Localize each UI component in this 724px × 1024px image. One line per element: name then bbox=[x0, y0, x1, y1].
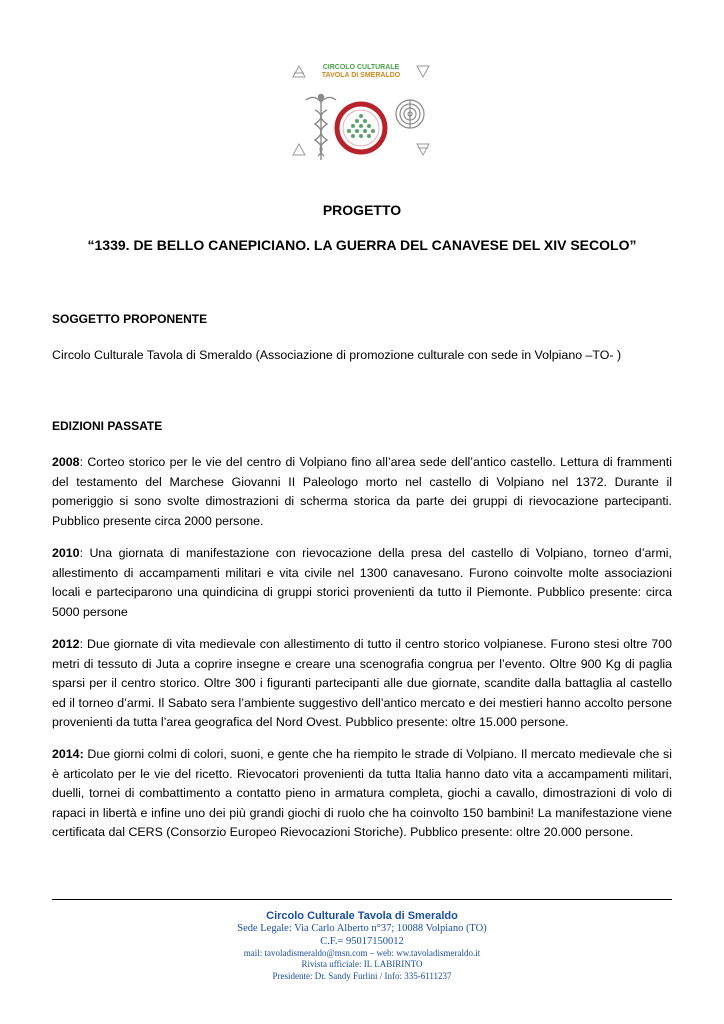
edition-year: 2012 bbox=[52, 637, 80, 651]
edition-text: : Due giornate di vita medievale con allestimento di tutto il centro storico volpianese. Furono stesi oltre 700 metri di tessuto di Juta a coprire insegne e creare una scenografia congrua per l’evento. Oltre 900 Kg di paglia sparsi per il centro storico. Oltre 300 i figuranti partecipanti alle due giornate, scandite dalla battaglia al castello ed il torneo d’armi. Il Sabato sera l’ambiente suggestivo dell’antico mercato e dei mestieri hanno accolto persone provenienti da tutta l’area geografica del Nord Ovest. Pubblico presente: oltre 15.000 persone. bbox=[52, 637, 672, 730]
edition-year: 2014: bbox=[52, 747, 84, 761]
association-logo bbox=[284, 56, 438, 168]
edition-year: 2010 bbox=[52, 546, 80, 560]
edition-paragraph-2008 bbox=[52, 453, 672, 531]
edition-paragraph-2014 bbox=[52, 745, 672, 843]
past-editions-heading: EDIZIONI PASSATE bbox=[52, 419, 163, 433]
edition-paragraph-2012 bbox=[52, 635, 672, 733]
logo-emblem bbox=[284, 56, 438, 168]
proponent-heading: SOGGETTO PROPONENTE bbox=[52, 312, 208, 326]
ouroboros-icon bbox=[337, 104, 385, 152]
footer-president: Presidente: Dr. Sandy Furlini / Info: 335-6111237 bbox=[272, 970, 452, 981]
project-label: PROGETTO bbox=[322, 202, 402, 218]
proponent-text: Circolo Culturale Tavola di Smeraldo (Associazione di promozione culturale con sede in Volpiano –TO- ) bbox=[52, 348, 622, 362]
edition-text: Due giorni colmi di colori, suoni, e gente che ha riempito le strade di Volpiano. Il mercato medievale che si è articolato per le vie del ricetto. Rievocatori provenienti da tutta Italia hanno dato vita a accampamenti militari, duelli, tornei di combattimento a contatto pieno in armatura completa, giochi a cavallo, dimostrazioni di volo di rapaci in libertà e infine uno dei più grandi giochi di ruolo che ha coinvolto 150 bambini! La manifestazione viene certificata dal CERS (Consorzio Europeo Rievocazioni Storiche). Pubblico presente: oltre 20.000 persone. bbox=[52, 747, 672, 840]
footer-contacts: mail: tavoladismeraldo@msn.com – web: ww.tavoladismeraldo.it bbox=[243, 948, 481, 959]
footer-org-name: Circolo Culturale Tavola di Smeraldo bbox=[266, 910, 458, 922]
edition-paragraph-2010 bbox=[52, 544, 672, 622]
footer-magazine: Rivista ufficiale: IL LABIRINTO bbox=[301, 959, 423, 970]
footer-fiscal-code: C.F.= 95017150012 bbox=[320, 935, 404, 947]
logo-line-1: CIRCOLO CULTURALE bbox=[322, 64, 400, 71]
logo-line-2: TAVOLA DI SMERALDO bbox=[321, 72, 401, 79]
project-title: “1339. DE BELLO CANEPICIANO. LA GUERRA DEL CANAVESE DEL XIV SECOLO” bbox=[87, 237, 637, 253]
footer-divider bbox=[52, 899, 672, 900]
footer-address: Sede Legale: Via Carlo Alberto n°37; 10088 Volpiano (TO) bbox=[237, 923, 487, 934]
edition-year: 2008 bbox=[52, 455, 80, 469]
caduceus-icon bbox=[306, 95, 336, 161]
edition-text: : Corteo storico per le vie del centro di Volpiano fino all’area sede dell’antico castello. Lettura di frammenti del testamento del Marchese Giovanni II Paleologo morto nel castello di Volpiano nel 1372. Durante il pomeriggio si sono svolte dimostrazioni di scherma storica da parte dei gruppi di rievocazione partecipanti. Pubblico presente circa 2000 persone. bbox=[52, 455, 672, 528]
footer bbox=[0, 909, 724, 982]
edition-text: : Una giornata di manifestazione con rievocazione della presa del castello di Volpiano, torneo d’armi, allestimento di accampamenti militari e vita civile nel 1300 canavesano. Furono coinvolte molte associazioni locali e parteciparono una quindicina di gruppi storici provenienti da tutto il Piemonte. Pubblico presente: circa 5000 persone bbox=[52, 546, 672, 619]
labyrinth-icon bbox=[396, 100, 424, 128]
